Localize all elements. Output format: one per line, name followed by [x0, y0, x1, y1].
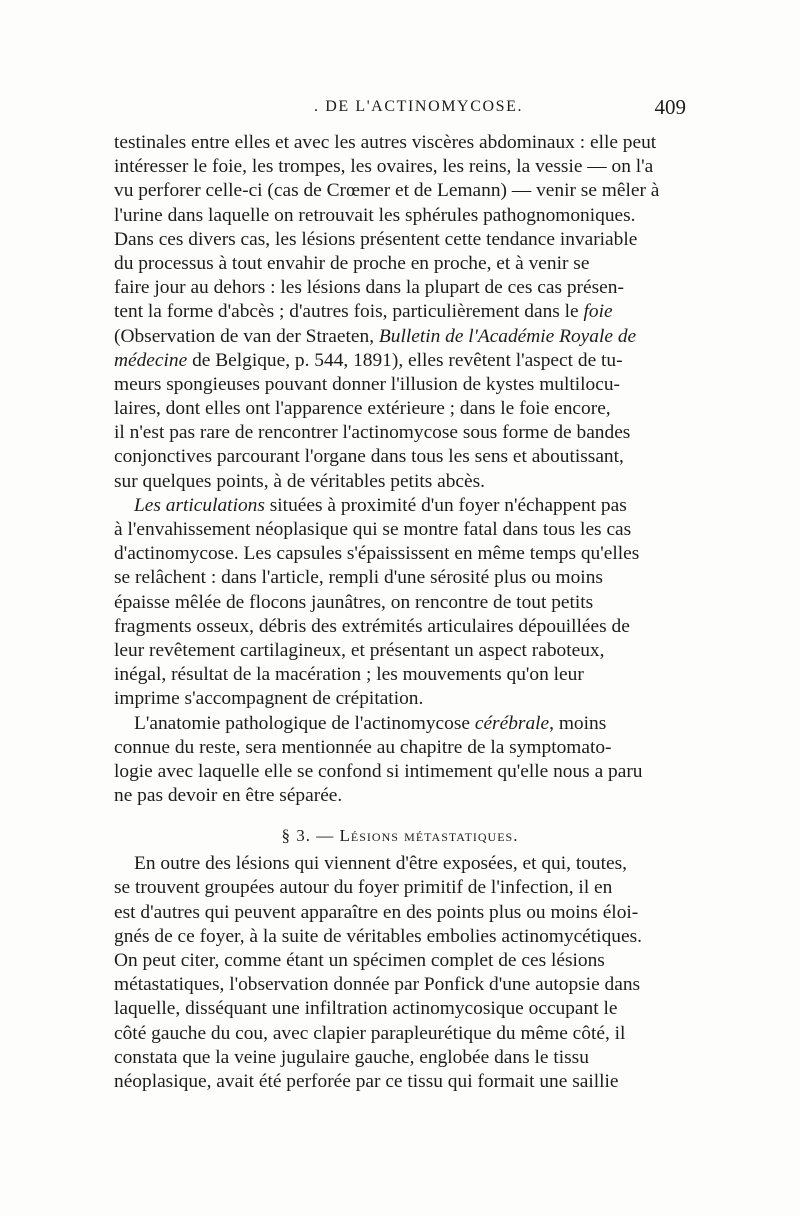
text-line: inégal, résultat de la macération ; les mouvements qu'on leur [114, 664, 584, 686]
text-line: d'actinomycose. Les capsules s'épaississent en même temps qu'elles [114, 543, 640, 565]
text-line: Les articulations situées à proximité d'un foyer n'échappent pas [134, 494, 627, 516]
body-text [114, 131, 686, 1094]
running-head [114, 95, 686, 124]
text-line: testinales entre elles et avec les autres viscères abdominaux : elle peut [114, 132, 657, 153]
text-line: laquelle, disséquant une infiltration actinomycosique occupant le [114, 998, 618, 1020]
section-heading [114, 808, 686, 852]
text-line: métastatiques, l'observation donnée par Ponfick d'une autopsie dans [114, 974, 641, 996]
text-line: meurs spongieuses pouvant donner l'illusion de kystes multilocu- [114, 373, 620, 395]
text-line: il n'est pas rare de rencontrer l'actinomycose sous forme de bandes [114, 422, 631, 444]
text-line: intéresser le foie, les trompes, les ovaires, les reins, la vessie — on l'a [114, 156, 654, 178]
text-line: côté gauche du cou, avec clapier parapleurétique du même côté, il [114, 1022, 626, 1044]
text-line: fragments osseux, débris des extrémités articulaires dépouillées de [114, 615, 630, 637]
text-line: vu perforer celle-ci (cas de Crœmer et de Lemann) — venir se mêler à [114, 180, 660, 202]
section-heading-text: § 3. — Lésions métastatiques. [281, 826, 519, 846]
text-line: On peut citer, comme étant un spécimen complet de ces lésions [114, 950, 605, 971]
text-line: sur quelques points, à de véritables petits abcès. [114, 470, 486, 492]
page-number: 409 [654, 95, 686, 119]
text-line: connue du reste, sera mentionnée au chapitre de la symptomato- [114, 736, 612, 758]
text-line: gnés de ce foyer, à la suite de véritables embolies actinomycétiques. [114, 925, 642, 947]
text-line: (Observation de van der Straeten, Bulletin de l'Académie Royale de [114, 325, 637, 347]
text-line: l'urine dans laquelle on retrouvait les sphérules pathognomoniques. [114, 204, 636, 226]
text-line: se relâchent : dans l'article, rempli d'une sérosité plus ou moins [114, 567, 603, 589]
text-line: En outre des lésions qui viennent d'être exposées, et qui, toutes, [134, 853, 627, 875]
text-line: faire jour au dehors : les lésions dans la plupart de ces cas présen- [114, 277, 624, 299]
running-head-title: . DE L'ACTINOMYCOSE. [314, 98, 524, 115]
text-line: L'anatomie pathologique de l'actinomycose cérébrale, moins [134, 712, 607, 734]
text-line: est d'autres qui peuvent apparaître en des points plus ou moins éloi- [114, 901, 639, 923]
text-line: à l'envahissement néoplasique qui se montre fatal dans tous les cas [114, 519, 632, 540]
text-line: imprime s'accompagnent de crépitation. [114, 688, 424, 710]
text-line: du processus à tout envahir de proche en proche, et à venir se [114, 252, 590, 274]
text-line: constata que la veine jugulaire gauche, englobée dans le tissu [114, 1046, 589, 1068]
text-line: se trouvent groupées autour du foyer primitif de l'infection, il en [114, 877, 613, 899]
text-line: leur revêtement cartilagineux, et présentant un aspect raboteux, [114, 639, 605, 661]
text-line: ne pas devoir en être séparée. [114, 785, 343, 807]
text-line: conjonctives parcourant l'organe dans tous les sens et aboutissant, [114, 446, 624, 468]
text-line: laires, dont elles ont l'apparence extérieure ; dans le foie encore, [114, 398, 611, 420]
text-line: néoplasique, avait été perforée par ce tissu qui formait une saillie [114, 1070, 619, 1092]
text-line: tent la forme d'abcès ; d'autres fois, particulièrement dans le foie [114, 301, 613, 323]
text-line: médecine de Belgique, p. 544, 1891), elles revêtent l'aspect de tu- [114, 349, 623, 371]
text-line: épaisse mêlée de flocons jaunâtres, on rencontre de tout petits [114, 591, 594, 613]
text-line: logie avec laquelle elle se confond si intimement qu'elle nous a paru [114, 760, 643, 782]
text-line: Dans ces divers cas, les lésions présentent cette tendance invariable [114, 228, 638, 250]
